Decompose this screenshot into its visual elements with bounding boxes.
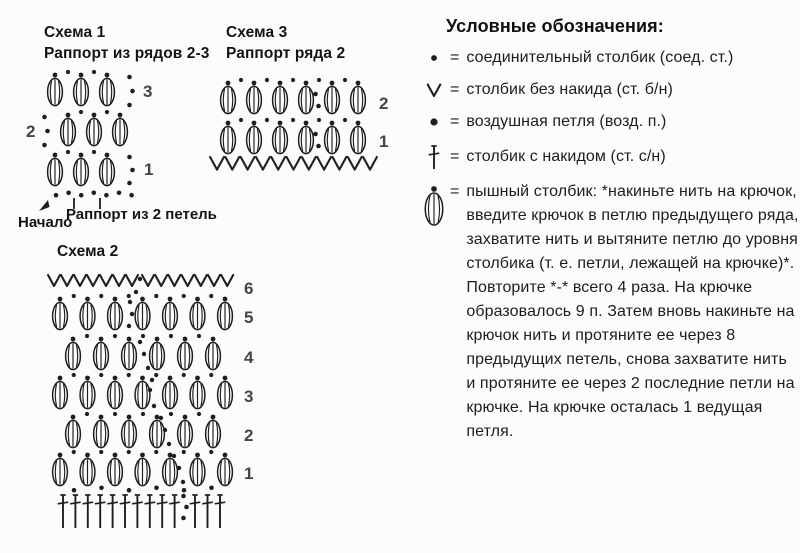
svg-text:2: 2 — [244, 426, 254, 445]
legend-item-text: столбик без накида (ст. б/н) — [466, 81, 673, 98]
equals-sign: = — [450, 49, 460, 66]
svg-text:1: 1 — [379, 132, 389, 151]
legend-item-text: соединительный столбик (соед. ст.) — [466, 49, 734, 66]
svg-text:1: 1 — [144, 160, 154, 179]
svg-text:1: 1 — [244, 464, 254, 483]
legend — [420, 16, 800, 452]
equals-sign: = — [450, 113, 460, 130]
svg-text:2: 2 — [379, 94, 389, 113]
svg-text:6: 6 — [244, 279, 254, 298]
slip-stitch-dot-icon — [420, 49, 448, 67]
svg-text:3: 3 — [244, 387, 254, 406]
legend-item-single-crochet — [420, 78, 800, 102]
equals-sign: = — [450, 148, 460, 165]
svg-text:4: 4 — [244, 348, 254, 367]
single-crochet-v-icon — [420, 81, 448, 99]
legend-item-puff-stitch — [420, 180, 800, 444]
svg-text:5: 5 — [244, 308, 254, 327]
legend-item-double-crochet — [420, 142, 800, 172]
scheme2-diagram — [40, 262, 256, 542]
scheme1-subtitle: Раппорт из рядов 2-3 — [44, 45, 210, 62]
scheme1-diagram — [14, 56, 166, 214]
scheme2-title: Схема 2 — [57, 243, 119, 260]
scheme3-diagram — [205, 58, 397, 180]
legend-item-text: пышный столбик: *накиньте нить на крючок, введите крючок в петлю предыдущего ряда, захватите нить и вытяните петлю до уровня столбика (т. е. петли, лежащей на крючке)*. Повторите *-* всего 4 раза. На крючке образовалось 9 п. Затем вновь накиньте на крючок нить и протяните ее через 8 предыдущих петель, снова захватите нить и протяните ее через 2 последние петли на крючке. На крючке осталась 1 ведущая петля. — [466, 183, 799, 440]
legend-item-text: столбик с накидом (ст. с/н) — [466, 148, 666, 165]
legend-item-text: воздушная петля (возд. п.) — [466, 113, 667, 130]
legend-item-slip-stitch — [420, 46, 800, 70]
equals-sign: = — [450, 183, 460, 200]
puff-stitch-icon — [420, 180, 448, 229]
scheme3-title: Схема 3 — [226, 24, 288, 41]
double-crochet-cross-icon — [420, 142, 448, 172]
legend-item-chain — [420, 110, 800, 134]
svg-text:2: 2 — [26, 122, 36, 141]
scheme1-title: Схема 1 — [44, 24, 106, 41]
chain-dot-icon — [420, 113, 448, 131]
scheme1-start-label: Начало — [18, 214, 73, 231]
scheme1-repeat-label: Раппорт из 2 петель — [66, 206, 217, 223]
svg-text:3: 3 — [143, 82, 153, 101]
scheme3-subtitle: Раппорт ряда 2 — [226, 45, 346, 62]
equals-sign: = — [450, 81, 460, 98]
legend-title: Условные обозначения: — [446, 16, 664, 36]
